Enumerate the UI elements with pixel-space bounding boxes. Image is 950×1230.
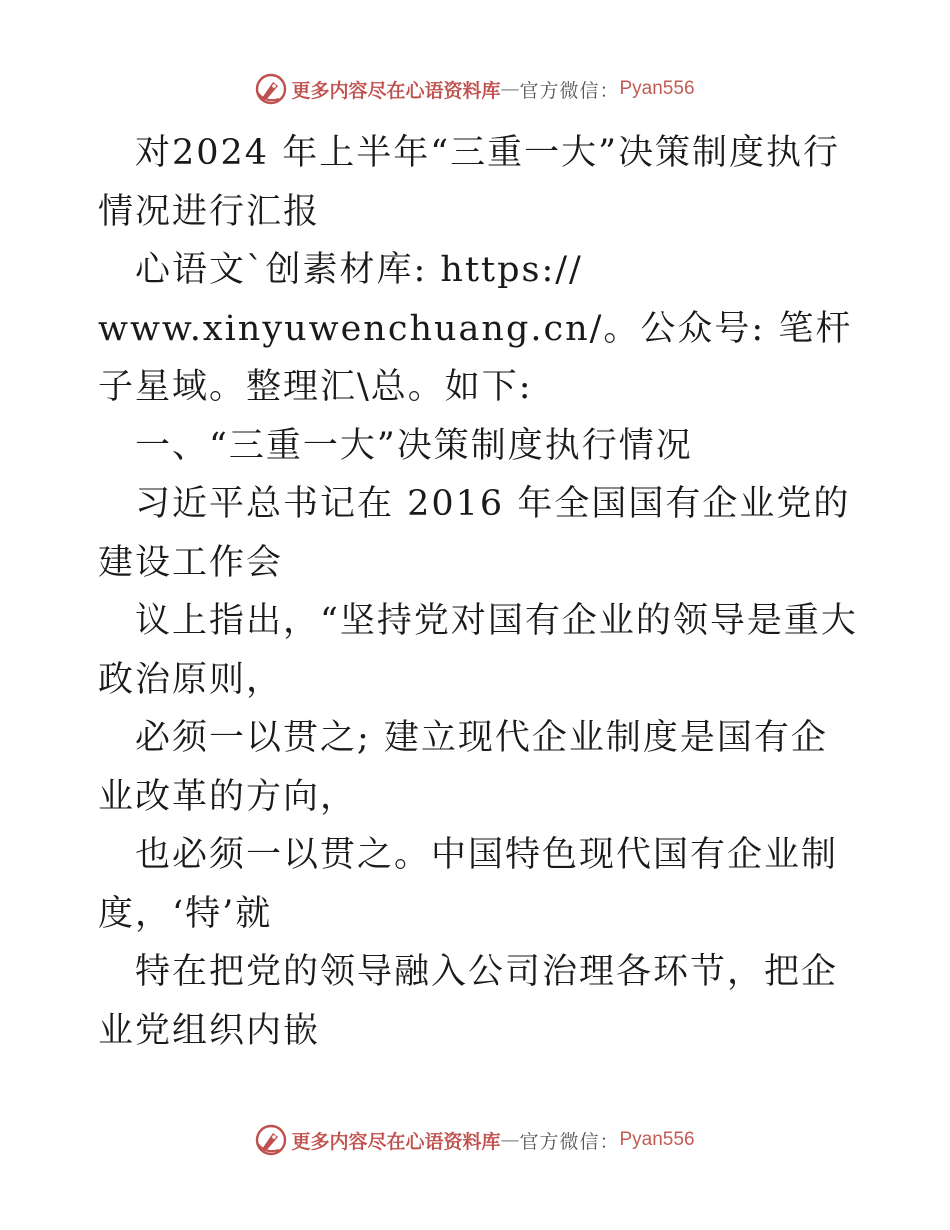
banner-separator: — — [500, 1129, 520, 1151]
banner-separator: — — [500, 78, 520, 100]
paragraph-body: 也必须一以贯之。中国特色现代国有企业制 — [135, 835, 839, 875]
banner-brand-text: 更多内容尽在心语资料库 — [291, 1130, 501, 1153]
banner-wechat-id: Pyan556 — [619, 1129, 695, 1150]
pen-nib-icon — [255, 1124, 287, 1156]
banner-official-label: 官方微信： — [519, 79, 620, 102]
banner-official-label: 官方微信： — [519, 1130, 620, 1153]
header-banner — [0, 72, 950, 106]
footer-banner — [0, 1123, 950, 1157]
paragraph-source: 心语文`创素材库: https:// — [135, 250, 583, 290]
document-body — [98, 124, 858, 1060]
banner-wechat-id: Pyan556 — [619, 78, 695, 99]
section-heading: 一、“三重一大”决策制度执行情况 — [135, 425, 693, 466]
paragraph-body: 特在把党的领导融入公司治理各环节，把企业党组织内嵌 — [98, 952, 839, 1051]
paragraph-body: 必须一以贯之; 建立现代企业制度是国有企业改革的方向， — [98, 718, 828, 817]
paragraph-body: 习近平总书记在 2016 年全国国有企业党的建设工作会 — [98, 484, 851, 583]
paragraph-title: 对2024 年上半年“三重一大”决策制度执行情况进行汇报 — [98, 133, 840, 232]
paragraph-body: 议上指出，“坚持党对国有企业的领导是重大政治原则， — [98, 601, 858, 700]
paragraph-source-url: www.xinyuwenchuang.cn/。公众号: 笔杆子星域。整理汇\总。如下: — [98, 308, 853, 407]
paragraph-body: 度，‘特’就 — [98, 893, 273, 934]
banner-brand-text: 更多内容尽在心语资料库 — [291, 79, 501, 102]
pen-nib-icon — [255, 73, 287, 105]
